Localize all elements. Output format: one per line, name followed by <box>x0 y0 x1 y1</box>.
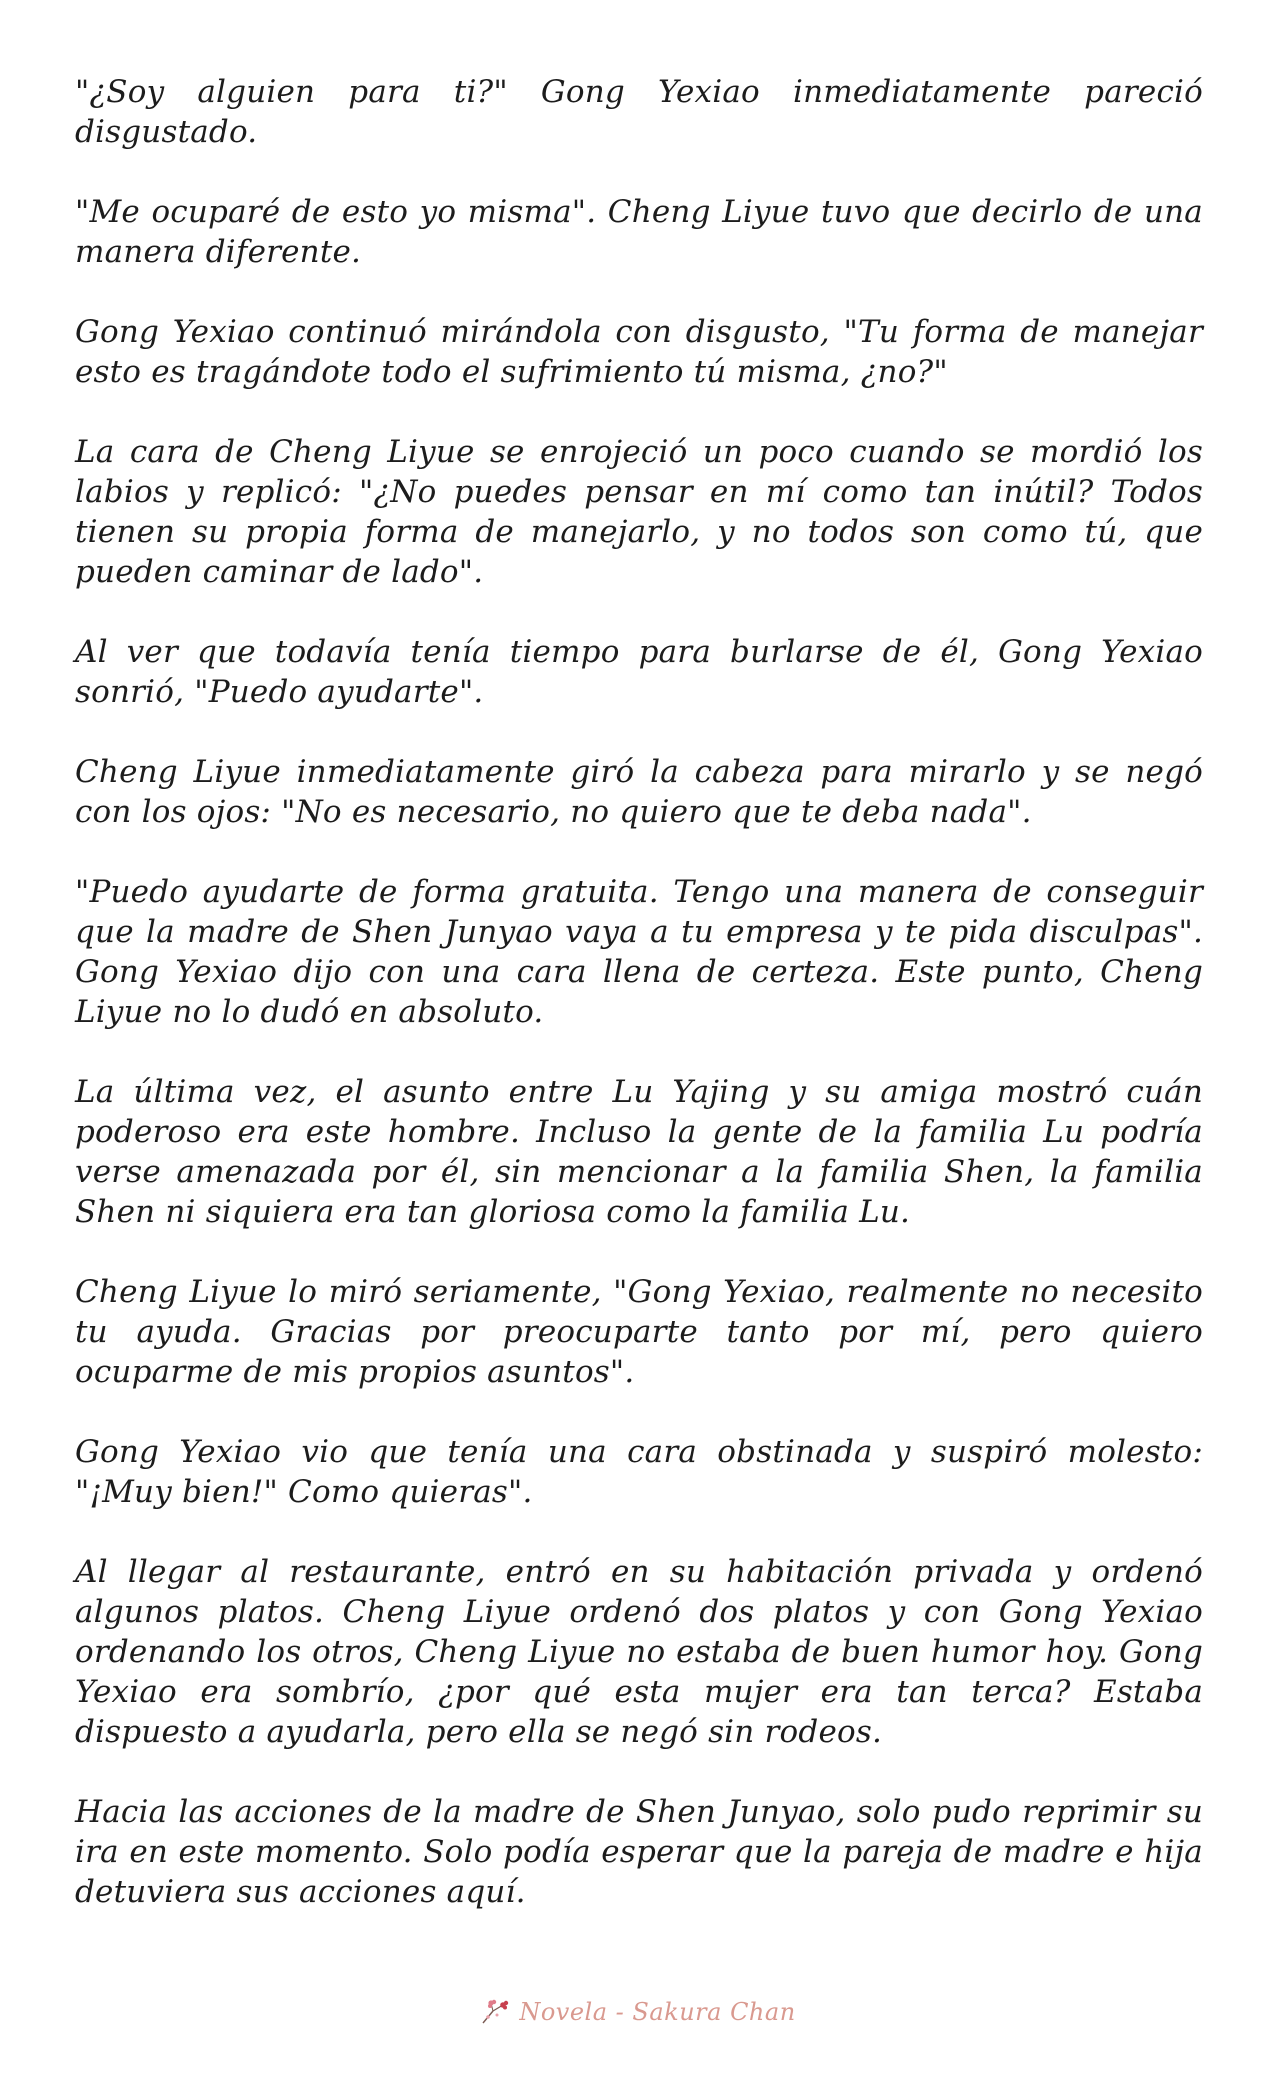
paragraph: Cheng Liyue lo miró seriamente, "Gong Yexiao, realmente no necesito tu ayuda. Gracias por preocuparte tanto por mí, pero quiero ocuparme de mis propios asuntos". <box>75 1274 1203 1390</box>
paragraph: Al llegar al restaurante, entró en su habitación privada y ordenó algunos platos. Cheng Liyue ordenó dos platos y con Gong Yexiao ordenando los otros, Cheng Liyue no estaba de buen humor hoy. Gong Yexiao era sombrío, ¿por qué esta mujer era tan terca? Estaba dispuesto a ayudarla, pero ella se negó sin rodeos. <box>75 1554 1203 1750</box>
paragraph: Al ver que todavía tenía tiempo para burlarse de él, Gong Yexiao sonrió, "Puedo ayudarte". <box>75 634 1203 710</box>
paragraph: "¿Soy alguien para ti?" Gong Yexiao inmediatamente pareció disgustado. <box>75 74 1203 150</box>
paragraph: Cheng Liyue inmediatamente giró la cabeza para mirarlo y se negó con los ojos: "No es necesario, no quiero que te deba nada". <box>75 754 1203 830</box>
novel-text-body <box>75 72 1203 1952</box>
paragraph: La cara de Cheng Liyue se enrojeció un poco cuando se mordió los labios y replicó: "¿No puedes pensar en mí como tan inútil? Todos tienen su propia forma de manejarlo, y no todos son como tú, que pueden caminar de lado". <box>75 434 1203 590</box>
watermark <box>479 1997 795 2027</box>
sakura-blossom-icon <box>479 1997 513 2027</box>
paragraph: Hacia las acciones de la madre de Shen Junyao, solo pudo reprimir su ira en este momento. Solo podía esperar que la pareja de madre e hija detuviera sus acciones aquí. <box>75 1794 1203 1910</box>
paragraph: Gong Yexiao vio que tenía una cara obstinada y suspiró molesto: "¡Muy bien!" Como quieras". <box>75 1434 1203 1510</box>
paragraph: La última vez, el asunto entre Lu Yajing y su amiga mostró cuán poderoso era este hombre. Incluso la gente de la familia Lu podría verse amenazada por él, sin mencionar a la familia Shen, la familia Shen ni siquiera era tan gloriosa como la familia Lu. <box>75 1074 1203 1230</box>
paragraph: Gong Yexiao continuó mirándola con disgusto, "Tu forma de manejar esto es tragándote todo el sufrimiento tú misma, ¿no?" <box>75 314 1203 390</box>
watermark-footer <box>0 1992 1275 2032</box>
paragraph: "Puedo ayudarte de forma gratuita. Tengo una manera de conseguir que la madre de Shen Junyao vaya a tu empresa y te pida disculpas". Gong Yexiao dijo con una cara llena de certeza. Este punto, Cheng Liyue no lo dudó en absoluto. <box>75 874 1203 1030</box>
paragraph: "Me ocuparé de esto yo misma". Cheng Liyue tuvo que decirlo de una manera diferente. <box>75 194 1203 270</box>
watermark-text: Novela - Sakura Chan <box>519 1998 796 2026</box>
